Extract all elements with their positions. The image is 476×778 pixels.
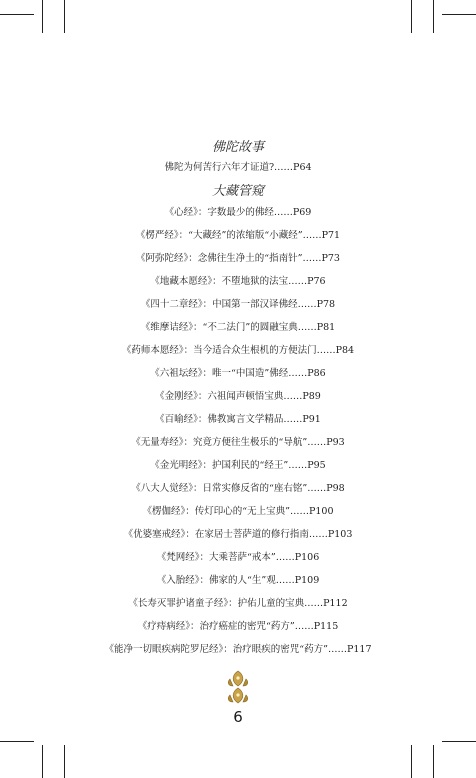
crop-mark: [42, 745, 43, 778]
toc-entry: 《阿弥陀经》：念佛往生净土的“指南针”……P73: [136, 253, 340, 264]
crop-mark: [433, 0, 434, 33]
toc-entry: 《优婆塞戒经》：在家居士菩萨道的修行指南……P103: [123, 529, 353, 540]
crop-mark: [433, 745, 434, 778]
crop-mark: [442, 741, 476, 742]
toc-entry: 《金光明经》：护国利民的“经王”……P95: [150, 460, 326, 471]
crop-mark: [442, 14, 476, 15]
crop-mark: [42, 0, 43, 33]
toc-entry: 《梵网经》：大乘菩萨“戒本”……P106: [156, 552, 320, 563]
toc-entry: 《四十二章经》：中国第一部汉译佛经……P78: [140, 299, 336, 310]
toc-entry: 《楞严经》：“大藏经”的浓缩版“小藏经”……P71: [135, 230, 341, 241]
toc-entry: 《能净一切眼疾病陀罗尼经》：治疗眼疾的密咒“药方”……P117: [104, 644, 372, 655]
toc-entry: 《疗痔病经》：治疗癌症的密咒“药方”……P115: [137, 621, 339, 632]
toc-entry: 《无量寿经》：究竟方便往生极乐的“导航”……P93: [131, 437, 345, 448]
toc-entry: 佛陀为何苦行六年才证道?……P64: [164, 162, 312, 173]
crop-mark: [411, 745, 412, 778]
toc-entry: 《长寿灭罪护诸童子经》：护佑儿童的宝典……P112: [128, 598, 348, 609]
lotus-ornament-icon: [224, 669, 252, 705]
toc-entry: 《百喻经》：佛教寓言文学精品……P91: [155, 414, 321, 425]
crop-mark: [0, 741, 34, 742]
crop-mark: [0, 14, 34, 15]
crop-mark: [64, 0, 65, 33]
section-title: 大藏管窥: [211, 184, 264, 199]
crop-mark: [411, 0, 412, 33]
toc-entry: 《金刚经》：六祖闻声顿悟宝典……P89: [155, 391, 321, 402]
section-title: 佛陀故事: [211, 140, 264, 155]
toc-entry: 《八大人觉经》：日常实修反省的“座右铭”……P98: [131, 483, 345, 494]
toc-entry: 《心经》：字数最少的佛经……P69: [164, 207, 312, 218]
crop-mark: [64, 745, 65, 778]
toc-entry: 《维摩诘经》：“不二法门”的圆融宝典……P81: [140, 322, 336, 333]
toc-entry: 《六祖坛经》：唯一“中国造”佛经……P86: [150, 368, 326, 379]
toc-entry: 《地藏本愿经》：不堕地狱的法宝……P76: [150, 276, 326, 287]
toc-entry: 《入胎经》：佛家的人“生”观……P109: [156, 575, 320, 586]
toc-entry: 《楞伽经》：传灯印心的“无上宝典”……P100: [142, 506, 334, 517]
page-number: 6: [233, 708, 243, 726]
toc-entry: 《药师本愿经》：当今适合众生根机的方便法门……P84: [121, 345, 355, 356]
